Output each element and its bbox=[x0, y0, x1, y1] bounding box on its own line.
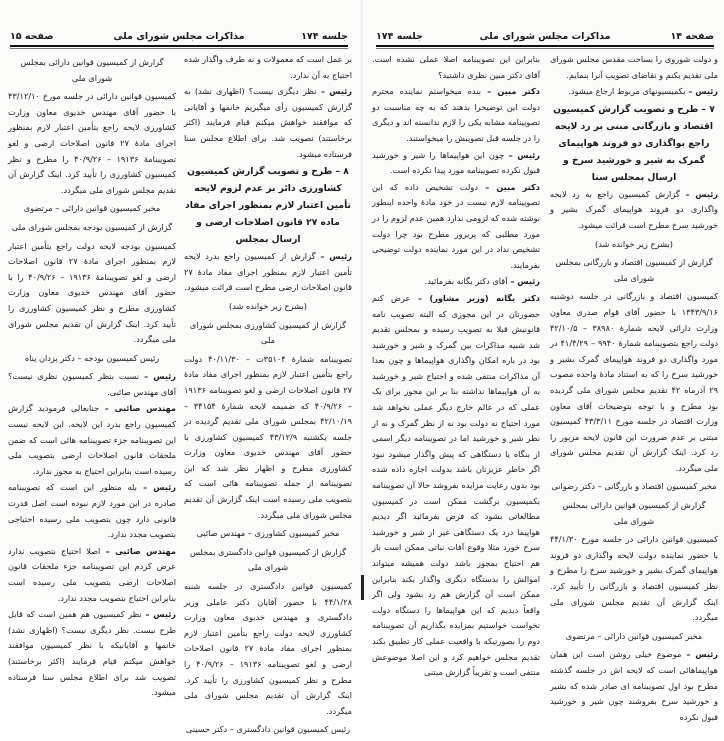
header-rule-thin bbox=[10, 48, 348, 49]
report-title: (بشرح زیر خوانده شد) bbox=[595, 238, 673, 249]
body-paragraph: بر عمل است که معمولات و نه طرف واگذار شده احتیاج به آن ندارد. bbox=[184, 54, 352, 80]
speaker-name: رئیس – bbox=[316, 86, 353, 97]
signature-line: مخبر کمیسیون اقتصاد و بازرگانی – دکتر رضوانی bbox=[551, 481, 717, 492]
report-title: گزارش از کمیسیون اقتصاد و بازرگانی بمجلس شورای ملی bbox=[555, 257, 713, 283]
speech-text: بنده میخواستم نماینده محترم دولت این توضیحرا بدهند که به چه مناسبت دو تصویبنامه مشابه یکی را لازم ندانسته اند و دیگری را در جلسه قبل تصویبش را میخواستند. bbox=[372, 86, 540, 143]
speech-text: چون این هواپیماها را شیر و خورشید قبول نکرده تصویبنامه مورد پیدا نکرده است. bbox=[372, 149, 540, 176]
binding-gutter bbox=[360, 0, 364, 600]
speech-paragraph bbox=[8, 607, 176, 701]
speech-text: بکمیسیونهای مربوط ارجاع میشود. bbox=[568, 86, 686, 97]
running-title: مذاکرات مجلس شورای ملی bbox=[479, 30, 611, 42]
speaker-name: مهندس صائبی – bbox=[100, 545, 176, 556]
body-paragraph: کمیسیون قوانین دارائی در جلسه مورخ ۴۴/۱/۳۰ با حضور نماینده دولت لایحه واگذاری دو فروند هواپیمای گمرک بشیر و خورشید سرخ را مطرح و نظر کمیسیون اقتصاد و بازرگانی را تأیید کرد. اینک گزارش آن تقدیم مجلس شورای ملی میگردد. bbox=[550, 534, 718, 623]
page-number: صفحه ۱۴ bbox=[670, 30, 714, 42]
page-header bbox=[10, 28, 348, 44]
body-paragraph: کمیسیون قوانین دادگستری در جلسه شنبه ۴۴/۱/۲۸ با حضور آقایان دکتر عاملی وزیر دادگستری و مهندس خدیوی معاون وزارت کشاورزی لایحه دولت راجع بتأمین اعتبار لازم بمنظور اجرای مفاد مادهٔ ۲۷ قانون اصلاحات ارضی و لغو تصویبنامه ۱۹۱۳۶ – ۴۰/۹/۲۶ را مطرح و نظر کمیسیون کشاورزی را تأیید کرد. اینک گزارش آن تقدیم مجلس شورای ملی میگردد. bbox=[184, 581, 352, 716]
body-paragraph: تصویبنامه شمارهٔ ۳۵۱۰۴ت – ۴۰/۱۱/۳۰ دولت راجع بتأمین اعتبار لازم بمنظور اجرای مفاد مادهٔ ۲۷ قانون اصلاحات ارضی و لغو تصویبنامه ۱۹۱۳۶ – ۴۰/۹/۲۶ که ضمیمه لایحه شمارهٔ ۳۴۱۵۴ – ۴۲/۱۰/۱۹ بمجلس شورای ملی تقدیم گردیده در جلسه یکشنبه ۴۳/۱۲/۹ کمیسیون کشاورزی با حضور آقای مهندس خدیوی معاون وزارت کشاورزی مطرح و اظهار نظر شد که این تصویبنامه از جمله تصویبنامه هائی است که بتصویب ملی رسیده است اینک گزارش آن تقدیم مجلس شورای ملی میگردد. bbox=[184, 353, 353, 520]
speaker-name: رئیس – bbox=[685, 86, 718, 97]
text-column-outer bbox=[550, 52, 718, 726]
speech-paragraph bbox=[184, 84, 352, 162]
speaker-name: رئیس – bbox=[507, 276, 540, 287]
speech-paragraph bbox=[8, 401, 176, 479]
speech-text: بله منظور این است که تصویبنامه صادره در این مورد لازم نبوده است اصل قدرت قانونی دارد چون بتصویب ملی رسیده احتیاجی بتصویب مجدد ندارد. bbox=[8, 482, 176, 540]
speaker-name: رئیس – bbox=[136, 482, 177, 493]
signature-line: مخبر کمیسیون قوانین دارائی – مرتضوی bbox=[23, 203, 161, 214]
signature-line: مخبر کمیسیون قوانین دارائی – مرتضوی bbox=[565, 630, 703, 641]
speech-text: نسبت بنظر کمیسیون نظری نیست؟ آقای مهندس صائبی. bbox=[8, 371, 176, 397]
report-title: گزارش از کمیسیون بودجه بمجلس شورای ملی bbox=[11, 221, 173, 232]
speaker-name: رئیس – bbox=[504, 149, 540, 160]
report-title: گزارش از کمیسیون کشاورزی بمجلس شورای ملی bbox=[189, 319, 347, 346]
text-column-inner bbox=[184, 52, 352, 741]
speech-paragraph bbox=[8, 544, 176, 606]
report-title: گزارش از کمیسیون قوانین دارائی بمجلس شورای ملی bbox=[20, 57, 164, 83]
speech-text: جنابعالی فرمودید گزارش کمیسیون راجع بدرد این لایحه. این لایحه نیست این تصویبنامه جزء تصویبنامه هائی است که ضمن ملحقات قانون اصلاحات ارضی بتصویب ملی رسیده است بنابراین احتیاج به مجوز ندارد. bbox=[8, 403, 176, 476]
speech-text: گزارش از کمیسیون راجع بدرد لایحه تأمین اعتبار لازم بمنظور اجرای مفاد مادهٔ ۲۷ قانون اصلاحات ارضی مطرح است قرائت میشود. bbox=[184, 251, 352, 293]
speech-paragraph bbox=[372, 180, 540, 274]
header-rule bbox=[376, 45, 714, 47]
section-heading: ۸ – طرح و تصویب گزارش کمیسیون کشاورزی دائر بر عدم لزوم لایحه تأمین اعتبار لازم بمنظور اجرای مفاد ماده ۲۷ قانون اصلاحات ارضی و ارسال بمجلس bbox=[184, 166, 351, 246]
header-rule bbox=[10, 45, 348, 47]
body-paragraph: کمیسیون بودجه لایحه دولت راجع بتأمین اعتبار لازم بمنظور اجرای مادهٔ ۲۷ قانون اصلاحات ارضی و لغو تصویبنامهٔ ۱۹۱۳۶ – ۴۰/۹/۲۶ را با حضور آقای مهندس خدیوی معاون وزارت کشاورزی مطرح و نظر کمیسیون کشاورزی را تأیید کرد. اینک گزارش آن تقدیم مجلس شورای ملی میگردد. bbox=[8, 240, 176, 345]
report-title: (بشرح زیر خوانده شد) bbox=[229, 300, 307, 311]
session-label: جلسه ۱۷۴ bbox=[376, 30, 423, 42]
speaker-name: رئیس – bbox=[315, 251, 352, 262]
speech-paragraph bbox=[8, 480, 176, 542]
page-15 bbox=[0, 0, 358, 735]
page-number: صفحه ۱۵ bbox=[10, 30, 54, 42]
speech-paragraph bbox=[550, 647, 718, 725]
report-title: گزارش از کمیسیون قوانین دادگستری بمجلس شورای ملی bbox=[189, 546, 346, 573]
speaker-name: دکتر مبین – bbox=[480, 86, 540, 97]
speech-text: آقای دکتر یگانه بفرمائید. bbox=[424, 276, 508, 287]
speech-paragraph bbox=[550, 84, 718, 100]
speech-text: موضوع خیلی روشن است این همان هواپیماهائی است که لایحه اش در جلسه گذشته مطرح بود اول تصویبنامه ای صادر شده که بشیر و خورشید سرخ بفروشند چون شیر و خورشید قبول نکرده bbox=[550, 649, 718, 722]
speaker-name: رئیس – bbox=[141, 609, 176, 620]
binding-mark bbox=[361, 575, 364, 600]
speech-text: اصلا احتیاج بتصویب ندارد عرض کردم این تصویبنامه جزء ملحقات قانون اصلاحات ارضی بتصویب ملی رسیده است بنابراین احتیاج بتصویب مجدد ندارد. bbox=[8, 545, 176, 603]
session-label: جلسه ۱۷۴ bbox=[301, 30, 348, 42]
body-paragraph: کمیسیون قوانین دارائی در جلسه مورخ ۴۳/۱۲/۱۰ با حضور آقای مهندس خدیوی معاون وزارت کشاورزی لایحه راجع بتأمین اعتبار لازم بمنظور اجرای مادهٔ ۲۷ قانون اصلاحات ارضی و لغو تصویبنامهٔ ۱۹۱۳۶ – ۴۰/۹/۲۶ را مطرح و نظر کمیسیون کشاورزی را تأیید کرد. اینک گزارش آن تقدیم مجلس شورای ملی میگردد. bbox=[8, 91, 177, 195]
section-heading: ۷ – طرح و تصویب گزارش کمیسیون اقتصاد و بازرگانی مبنی بر رد لایحه راجع بواگذاری دو فروند هواپیمای گمرک به شیر و خورشید سرخ و ارسال بمجلس سنا bbox=[553, 103, 715, 183]
body-paragraph: کمیسیون اقتصاد و بازرگانی در جلسه دوشنبه ۱۳۴۳/۹/۱۶ با حضور آقای قوام صدری معاون وزارت دارائی لایحه شمارهٔ ۳۸۹۸۰ – ۴۲/۱۰/۵ دولت راجع بتصویبنامه شمارهٔ ۹۹۴۰ – ۴۱/۴/۲۹ در مورد واگذاری دو فروند هواپیمای گمرک بشیر و خورشید سرخ را که به استناد مادهٔ واحده مصوب ۲۹ آذرماه ۴۲ تقدیم مجلس شورای ملی گردیده بود مطرح و با توجه بتوضیحات آقای معاون وزارت اقتصاد در جلسه مورخ ۴۳/۳/۱۱ کمیسیون مبتنی بر عدم ضرورت این قانون لایحه مزبور را رد کرد. اینک گزارش آن تقدیم مجلس شورای ملی میگردد. bbox=[550, 291, 718, 473]
text-column-inner bbox=[372, 52, 540, 682]
speech-text: نظر کمیسیون هم همین است که قابل طرح نیست. نظر دیگری نیست؟ (اظهاری نشد) خانمها و آقایانیکه با نظر کمیسیون موافقند خواهش میکنم قیام فرمایند (اکثر برخاستند) تصویب شد برای اطلاع مجلس سنا فرستاده میشود. bbox=[8, 609, 176, 698]
speaker-name: دکتر مبین – bbox=[477, 181, 540, 192]
page-header bbox=[376, 28, 714, 44]
speech-text: دولت تشخیص داده که این تصویبنامه لازم نیست در خود مادهٔ واحده اینطور نوشته شده که لزومی ندارد همین عدم لزوم را در مورد مطلبی که پریروز مطرح بود چرا دولت تشخیص نداد در این مورد نماینده دولت توضیحی بفرمایند. bbox=[372, 181, 540, 270]
body-paragraph: بنابراین این تصویبنامه اصلا عملی نشده است. آقای دکتر مبین نظری داشتید؟ bbox=[372, 54, 540, 80]
signature-line: رئیس کمیسیون بودجه – دکتر یزدان پناه bbox=[24, 352, 160, 363]
header-rule-thin bbox=[376, 48, 714, 49]
speech-paragraph bbox=[372, 148, 540, 179]
speech-text: عرض کنم حضورتان در این مجوزی که البته تصویب نامه قانونیش قبلا به تصویب رسیده و بمجلس تقدیم شد شبیه مذاکرات بین گمرک و شیر و خورشید بود در باره امکان واگذاری هواپیماها و چون بعدا آن مذاکرات منتفی شده و احتیاج شیر و خورشید به آن هواپیماها نداشته بنا بر این مجوز برای یک عملی که در عالم خارج دیگر عملی نخواهد شد مورد احتیاج نه دولت بود نه از نظر گمرک و نه از نظر شیر و خورشید اما در تصویبنامه دیگر اسمی از بنگاه یا دستگاهی که پیش واگذار میشود نبود اگر خاطر عزیزتان باشد بدولت اجازه داده شده بود بدون رعایت مزایده بفروشد حالا آن تصویبنامه بکمیسیون برگشت ممکن است در کمیسیون مطالعاتی بشود که فرض بفرمائید اگر دیدیم هواپیما درد یک دستگاهی غیر از شیر و خورشید سرخ خورد مثلا وقوع آفات نباتی ممکن است باز هم احتیاج بمجوز باشد دولت همیشه میتواند اموالش را بدستگاه دیگری واگذار بکند بنابراین ممکن است آن گزارش هم رد بشود ولی اگر واقعاً دیدیم که این هواپیماها را دستگاه دولت نخواست خواستیم بمزایده بگذاریم آن تصویبنامه دوم را بصورتیکه با واقعیت عملی کار تطبیق بکند تقدیم مجلس خواهیم کرد و این اصلا موضوعش منتفی است و تقریباً گزارش مبتنی bbox=[372, 292, 540, 678]
speech-paragraph bbox=[372, 291, 540, 681]
report-title: گزارش از کمیسیون قوانین دارائی بمجلس شورای ملی bbox=[562, 500, 706, 526]
speech-paragraph bbox=[372, 274, 540, 290]
running-title: مذاکرات مجلس شورای ملی bbox=[113, 30, 245, 42]
speaker-name: مهندس صائبی – bbox=[99, 403, 176, 414]
speaker-name: رئیس – bbox=[681, 649, 718, 660]
speaker-name: دکتر یگانه (وزیر مشاور) – bbox=[410, 292, 540, 303]
speaker-name: رئیس – bbox=[679, 188, 719, 199]
signature-line: مخبر کمیسیون کشاورزی – مهندس صائبی bbox=[196, 528, 340, 539]
speech-paragraph bbox=[8, 369, 176, 400]
speech-paragraph bbox=[372, 84, 540, 146]
speaker-name: رئیس – bbox=[139, 371, 177, 382]
text-column-outer bbox=[8, 52, 176, 702]
body-paragraph: و دولت شوروی را بساحت مقدس مجلس شورای ملی تقدیم بکنم و تقاضای تصویب آنرا بنمایم. bbox=[550, 54, 718, 80]
speech-paragraph bbox=[184, 249, 352, 296]
speech-text: نظر دیگری نیست؟ (اظهاری نشد) به گزارش کمیسیون رأی میگیریم خانمها و آقایانی که موافقند خواهش میکنم قیام فرمایند (اکثر برخاستند) تصویب شد. برای اطلاع مجلس سنا فرستاده میشود. bbox=[184, 86, 352, 159]
speech-text: گزارش کمیسیون راجع به رد لایحه واگذاری دو فروند هواپیمای گمرک بشیر و خورشید سرخ مطرح است قرائت میشود. bbox=[550, 188, 718, 230]
signature-line: رئیس کمیسیون قوانین دادگستری – دکتر حسینی bbox=[185, 724, 351, 735]
speech-paragraph bbox=[550, 187, 718, 234]
page-14 bbox=[366, 0, 724, 722]
